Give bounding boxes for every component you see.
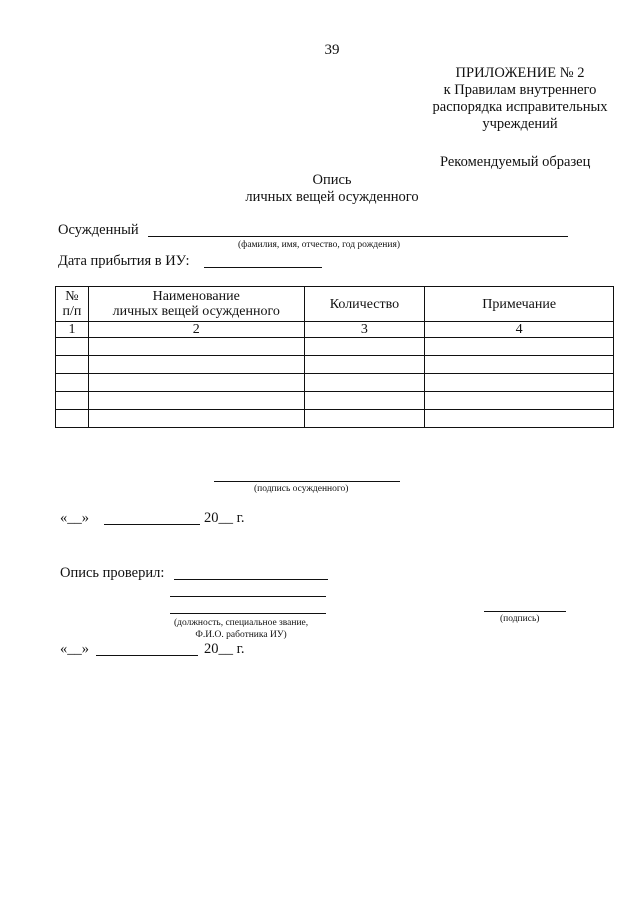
- table-cell[interactable]: [425, 374, 614, 392]
- table-cell[interactable]: [425, 410, 614, 428]
- position-line-2[interactable]: [170, 613, 326, 614]
- table-header-row: [56, 287, 614, 322]
- title-line-1: Опись: [312, 172, 352, 188]
- convict-caption: (фамилия, имя, отчество, год рождения): [238, 240, 401, 250]
- column-number: 3: [304, 322, 425, 338]
- table-row: [56, 374, 614, 392]
- date2-year: 20__ г.: [204, 641, 245, 657]
- header-number-line-1: №: [65, 289, 79, 304]
- table-cell[interactable]: [56, 338, 89, 356]
- checker-signature-line[interactable]: [484, 611, 566, 612]
- convict-field-line[interactable]: [148, 236, 568, 237]
- page-number: 39: [324, 42, 340, 58]
- table-cell[interactable]: [304, 356, 425, 374]
- header-name-line-2: личных вещей осужденного: [112, 304, 280, 319]
- table-cell[interactable]: [88, 410, 304, 428]
- header-note: Примечание: [425, 287, 614, 322]
- table-cell[interactable]: [425, 356, 614, 374]
- table-cell[interactable]: [425, 338, 614, 356]
- table-cell[interactable]: [304, 338, 425, 356]
- position-caption-line-1: (должность, специальное звание,: [174, 618, 309, 628]
- date2-day-placeholder: «__»: [60, 641, 89, 657]
- date-year: 20__ г.: [204, 510, 245, 526]
- column-number: 4: [425, 322, 614, 338]
- table-cell[interactable]: [304, 374, 425, 392]
- table-cell[interactable]: [56, 392, 89, 410]
- inventory-table: [55, 286, 614, 428]
- header-number-line-2: п/п: [62, 304, 82, 319]
- position-line-1[interactable]: [170, 596, 326, 597]
- table-row: [56, 338, 614, 356]
- checked-by-line[interactable]: [174, 579, 328, 580]
- table-row: [56, 392, 614, 410]
- arrival-label: Дата прибытия в ИУ:: [58, 253, 190, 269]
- table-cell[interactable]: [56, 356, 89, 374]
- table-cell[interactable]: [88, 338, 304, 356]
- position-caption: [174, 617, 308, 641]
- checked-by-label: Опись проверил:: [60, 565, 165, 581]
- table-cell[interactable]: [304, 410, 425, 428]
- table-cell[interactable]: [304, 392, 425, 410]
- header-item-name: [88, 287, 304, 322]
- appendix-title: ПРИЛОЖЕНИЕ № 2: [455, 65, 585, 81]
- checker-signature-caption: (подпись): [500, 614, 540, 624]
- position-caption-line-2: Ф.И.О. работника ИУ): [195, 630, 287, 640]
- table-cell[interactable]: [425, 392, 614, 410]
- appendix-line-2: к Правилам внутреннего: [443, 82, 597, 98]
- arrival-field-line[interactable]: [204, 267, 322, 268]
- table-cell[interactable]: [88, 356, 304, 374]
- table-row: [56, 356, 614, 374]
- table-cell[interactable]: [88, 392, 304, 410]
- convict-label: Осужденный: [58, 222, 139, 238]
- table-cell[interactable]: [88, 374, 304, 392]
- header-name-line-1: Наименование: [152, 289, 240, 304]
- header-number: [56, 287, 89, 322]
- date-day-placeholder: «__»: [60, 510, 89, 526]
- recommended-sample: Рекомендуемый образец: [440, 154, 591, 170]
- appendix-line-3: распорядка исправительных: [432, 99, 608, 115]
- date2-month-line[interactable]: [96, 655, 198, 656]
- column-number: 2: [88, 322, 304, 338]
- convict-signature-line[interactable]: [214, 481, 400, 482]
- date-month-line[interactable]: [104, 524, 200, 525]
- table-cell[interactable]: [56, 374, 89, 392]
- appendix-header: [420, 65, 620, 133]
- appendix-line-4: учреждений: [482, 116, 558, 132]
- table-row: [56, 410, 614, 428]
- table-cell[interactable]: [56, 410, 89, 428]
- column-numbers-row: [56, 322, 614, 338]
- header-quantity: Количество: [304, 287, 425, 322]
- column-number: 1: [56, 322, 89, 338]
- document-title: [0, 172, 640, 206]
- convict-signature-caption: (подпись осужденного): [254, 484, 349, 494]
- title-line-2: личных вещей осужденного: [245, 189, 419, 205]
